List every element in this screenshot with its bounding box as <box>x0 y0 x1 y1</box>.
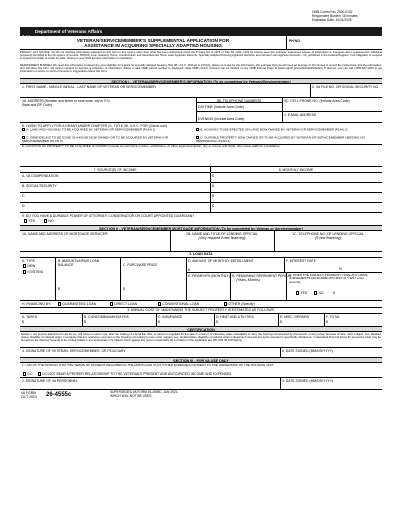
lending-phone-label: 1C. TELEPHONE NO. OF LENDING OFFICIAL <box>292 232 364 236</box>
monthly-installment-currency: $ <box>188 268 190 272</box>
cost-insurance-field[interactable] <box>162 318 214 326</box>
cost-repairs-field[interactable] <box>284 318 324 326</box>
remaining-period-label: R. REMAINING REPAYMENT PERIOD <box>232 273 291 278</box>
plan-option-a[interactable]: A. LAND AND HOUSING TO BE ACQUIRED BY VETERAN OR SERVICEMEMBER (PLAN 1) <box>22 128 190 132</box>
servicer-label: 1A. NAME AND ADDRESS OF MORTGAGE SERVICER <box>22 232 108 236</box>
interest-rate-field[interactable] <box>286 262 338 272</box>
daytime-label: DAYTIME (Include Area Code) <box>198 105 244 109</box>
section-3-title: SECTION III - FOR VA USE ONLY <box>173 358 229 363</box>
loan-type-new-option[interactable]: NEW <box>23 264 35 268</box>
interest-rate-label: F. INTEREST RATE <box>286 258 317 263</box>
va-do-checkbox[interactable] <box>23 372 26 375</box>
payments-label: E. PAYMENTS (MONTHLY) <box>188 273 230 278</box>
cost-taxes-label: A. TAXES <box>22 314 37 319</box>
remaining-period-note: (Years, Months) <box>236 278 260 282</box>
va-date-field[interactable] <box>280 382 382 389</box>
cost-utilities-field[interactable] <box>220 318 278 326</box>
section-1-title: SECTION I - VETERAN/SERVICEMEMBER'S INFORMATION <box>111 79 212 84</box>
va-date-label: 3. DATE SIGNED (MM/DD/YYYY) <box>282 378 334 383</box>
lending-official-note: (Only required if new financing) <box>198 236 246 240</box>
financing-other-option[interactable]: OTHER (Specify) <box>224 302 255 306</box>
footer-supersedes: SUPERSEDES VA FORM 26-4555C, JAN 2021, WHICH WILL NOT BE USED. <box>110 390 179 398</box>
liens-yes-checkbox[interactable] <box>296 291 299 294</box>
svg-text:VA: VA <box>22 34 32 41</box>
income-row-d-amount[interactable] <box>216 202 382 212</box>
plan-a-checkbox[interactable] <box>22 128 25 131</box>
remaining-period-field[interactable] <box>230 283 286 300</box>
cell-phone-field[interactable] <box>282 102 382 111</box>
income-row-a-label: A. VA COMPENSATION <box>22 173 59 178</box>
evening-phone-field[interactable] <box>196 111 282 122</box>
evening-label: EVENING (Include Area Code) <box>198 117 245 121</box>
poa-no-option[interactable]: NO <box>44 219 53 223</box>
income-source-header: 7. SOURCE(S) OF INCOME <box>93 167 137 172</box>
purchase-price-label: C. PURCHASE PRICE <box>123 263 158 267</box>
respondent-burden-notice: RESPONDENT BURDEN: We need this information to determine your eligibility for a grant for specially adapted housing. Title 38, U.S.C. 2101(a) or 2101(b), allows us to ask for the information. We estimate that you will need an average of 15 minutes to review the instructions, find the information, and complete this form. VA cannot conduct or sponsor a collection of information unless a valid OMB control number is displayed. Valid OMB control numbers can be located on the OMB Internet Page at www.reginfo.gov/public/do/PRAMain. If desired, you can call 1-800-827-1000 to get information on where to send comments or suggestions about this form. <box>20 64 382 74</box>
address-label: 3A. ADDRESS (Number and street or rural route, city or P.O., State and ZIP Code) <box>22 98 112 107</box>
loan-type-existing-checkbox[interactable] <box>23 270 26 273</box>
income-row-b-currency: $ <box>212 183 214 188</box>
loan-amount-currency: $ <box>58 287 60 291</box>
purchase-price-currency: $ <box>123 287 125 291</box>
cost-taxes-currency: $ <box>22 320 24 324</box>
va-do-option[interactable]: DO <box>23 372 32 376</box>
omb-control-number: OMB Control No. 2900-0132 <box>312 10 353 14</box>
liens-yes-option[interactable]: YES <box>296 291 307 295</box>
financing-other-field[interactable] <box>262 300 382 307</box>
income-row-c-source[interactable] <box>28 192 210 202</box>
lending-official-label: 1B. NAME AND TITLE OF LENDING OFFICIAL <box>186 232 258 236</box>
financing-direct-option[interactable]: DIRECT LOAN <box>110 302 137 306</box>
va-do-not-checkbox[interactable] <box>38 372 41 375</box>
cost-utilities-label: D. HEAT AND UTILITIES <box>216 314 254 319</box>
income-row-d-source[interactable] <box>28 202 210 212</box>
form-title <box>20 38 286 49</box>
income-row-a-currency: $ <box>212 173 214 178</box>
cost-hoa-label: B. CONDOMINIUM/HOA FEE <box>84 314 129 319</box>
expiration-date: Expiration Date: 10/31/2026 <box>312 17 352 22</box>
loan-data-header: 2. LOAN DATA <box>189 252 213 256</box>
daytime-phone-field[interactable] <box>196 102 282 111</box>
plan-option-c[interactable]: C. REMODELING TO BE DONE ON HOUSE NOW OWNED OR TO BE ACQUIRED BY VETERAN OR SERVICEMEMBER (PLAN 3) <box>22 135 168 144</box>
footer-form-date: OCT 2023 <box>21 395 37 399</box>
file-no-field[interactable] <box>310 89 382 97</box>
section-2-header <box>20 225 382 231</box>
financing-label: H. FINANCING BY: <box>22 302 52 306</box>
va-seal-icon <box>22 28 34 41</box>
certification-header <box>20 326 382 332</box>
income-row-b-label: B. SOCIAL SECURITY <box>22 183 57 188</box>
cell-phone-label: 3C. CELL PHONE NO. (Include Area Code) <box>284 98 350 103</box>
monthly-income-header: 8. MONTHLY INCOME <box>278 167 314 172</box>
lending-official-field[interactable] <box>170 240 274 251</box>
plan-option-b[interactable]: B. HOUSING TO BE ERECTED ON LAND NOW OWNED BY VETERAN OR SERVICEMEMBER (PLAN 2) <box>196 128 380 132</box>
grant-question-label: 5. I WISH TO APPLY FOR A GRANT UNDER CHAPTER 21, TITLE 38, U.S.C. FOR (Check one) <box>22 123 168 128</box>
income-row-a-amount[interactable] <box>216 172 382 182</box>
certification-text: Neither I, nor anyone authorized to act for me, will refuse to sell or rent, after the making of a bona fide offer, or refuse to negotiate for the sale or rental of, or otherwise make unavailable or deny the housing unit acquired by this benefit, to any person because of race, color, religion, sex, disabled status, disability or national origin. I recognize that any restrictive covenant on the housing unit relating to race, color, religion, sex, familial status, disability or national origin is illegal and void and any such covenant is specifically disclaimed. I understand that civil action for preventive relief may be brought by the Attorney General of the United States in any appropriate U.S. District Court against any person responsible for a violation of the applicable law (38 CFR 36.4307(a)(1)). <box>21 333 381 343</box>
cost-total-field[interactable] <box>330 318 382 326</box>
footer-form-prefix: VA FORM <box>21 391 37 395</box>
section-1-header <box>20 78 382 84</box>
income-row-b-amount[interactable] <box>216 182 382 192</box>
cost-utilities-currency: $ <box>216 320 218 324</box>
income-row-d-label: D. <box>22 203 26 208</box>
financing-guaranteed-checkbox[interactable] <box>58 302 61 305</box>
cost-insurance-currency: $ <box>158 320 160 324</box>
cost-total-currency: $ <box>326 320 328 324</box>
plan-option-d[interactable]: D. SUITABLE PROPERTY NOW OWNED OR TO BE ACQUIRED BY VETERAN OR SERVICEMEMBER NEEDING NO REMODELING (PLAN 4) <box>196 135 365 144</box>
property-location-label: 6. LOCATION OF PROPERTY TO BE ACQUIRED IF KNOWN (Include lot and block number, subdivision, or other legal description; city or county and State; also street address if available) <box>22 143 280 148</box>
va-do-not-option[interactable]: DO NOT BEAR A PROPER RELATIONSHIP TO THE VETERAN'S PRESENT AND ANTICIPATED INCOME AND EXPENSES <box>38 372 231 376</box>
certification-title: CERTIFICATION <box>187 327 215 332</box>
monthly-installment-label: D. AMOUNT OF MONTHLY INSTALLMENT <box>188 258 254 263</box>
poa-yes-checkbox[interactable] <box>24 219 27 222</box>
email-label: 4. E-MAIL ADDRESS <box>284 112 317 117</box>
property-location-field[interactable] <box>20 152 382 166</box>
liens-no-checkbox[interactable] <box>314 291 317 294</box>
cost-total-label: F. TOTAL <box>326 314 341 319</box>
purchase-price-field[interactable] <box>127 280 186 300</box>
liens-amount-field[interactable] <box>337 288 381 298</box>
footer-form-id <box>21 391 37 399</box>
payments-field[interactable] <box>186 278 230 300</box>
cost-taxes-field[interactable] <box>26 318 82 326</box>
monthly-installment-field[interactable] <box>192 262 284 272</box>
agency-name: Department of Veterans Affairs <box>35 29 103 34</box>
privacy-notice: PRIVACY ACT NOTICE: VA will not disclose information collected on this form to any source other than what has been authorized under the Privacy Act of 1974 or Title 38, CFR 1.576 for routine uses (for example: authorized release of information to Congress when requested for statistical purposes) identified in the VA system of records, 55VA26, Loan Guaranty Home, Condominium and Manufactured Home Loan Applicant Records, Specially Adapted Housing Applicant Records, and Vendee Loan Applicant Records - VA, published in the Federal Register. Your obligation to respond is required to obtain or retain benefits. Giving us your SSN account information is mandatory. <box>20 50 382 60</box>
liens-question-label: G. DOES THE SUBJECT PROPERTY HAVE ANY LIENS, JUDGEMENTS OR BANKRUPTCIES? (If "YES," enter amount) <box>289 272 369 284</box>
annual-cost-header: 3. ANNUAL COST OF MAINTAINING THE SUBJECT PROPERTY IS ESTIMATED AS FOLLOWS: <box>127 308 275 312</box>
cost-hoa-currency: $ <box>84 320 86 324</box>
cost-hoa-field[interactable] <box>88 318 156 326</box>
section-2-title: SECTION II - VETERAN/SERVICEMEMBER MORTGAGE INFORMATION <box>99 226 220 231</box>
liens-no-option[interactable]: NO <box>314 291 323 295</box>
ph-no-label: PH NO. <box>289 39 301 43</box>
va-signature-field[interactable] <box>20 382 280 389</box>
section-2-note: (To be completed by Veteran or Servicemember) <box>220 226 303 231</box>
form-title-line-1: VETERAN/SERVICEMEMBER'S SUPPLEMENTAL APPLICATION FOR <box>76 38 230 43</box>
loan-type-existing-option[interactable]: EXISTING <box>23 270 43 274</box>
financing-guaranteed-option[interactable]: GUARANTEED LOAN <box>58 302 96 306</box>
loan-type-label: A. TYPE <box>22 258 35 263</box>
income-row-d-currency: $ <box>212 203 214 208</box>
file-no-label: 2. VA FILE NO. OR SOCIAL SECURITY NO. <box>312 85 380 89</box>
loan-amount-field[interactable] <box>62 280 120 300</box>
footer-form-number: 26-4555c <box>46 391 72 398</box>
poa-no-checkbox[interactable] <box>44 219 47 222</box>
income-row-c-currency: $ <box>212 193 214 198</box>
loan-type-new-checkbox[interactable] <box>23 264 26 267</box>
omb-info <box>312 11 358 22</box>
telephone-label: 3B. TELEPHONE NUMBERS <box>216 98 262 103</box>
financing-other-checkbox[interactable] <box>224 302 227 305</box>
cost-repairs-label: E. MISC. REPAIRS <box>280 314 310 319</box>
veteran-name-field[interactable] <box>20 89 310 97</box>
financing-conventional-option[interactable]: CONVENTIONAL LOAN <box>158 302 199 306</box>
income-row-c-amount[interactable] <box>216 192 382 202</box>
loan-amount-label: B. AMOUNT/UNPAID LOAN BALANCE <box>58 258 100 267</box>
interest-rate-percent: % <box>339 267 343 271</box>
respondent-burden: Respondent Burden: 15 minutes <box>312 13 358 18</box>
cost-repairs-currency: $ <box>280 320 282 324</box>
income-row-c-label: C. <box>22 193 26 198</box>
plan-b-checkbox[interactable] <box>196 128 199 131</box>
financing-direct-checkbox[interactable] <box>110 302 113 305</box>
poa-yes-option[interactable]: YES <box>24 219 35 223</box>
va-signature-label: 2. SIGNATURE OF VA PERSONNEL <box>22 378 78 383</box>
liens-amount-currency: $ <box>333 291 335 295</box>
applicant-signature-label: 4. SIGNATURE OF VETERAN, SERVICEMEMBER, OR FIDUCIARY <box>22 348 126 353</box>
financing-conventional-checkbox[interactable] <box>158 302 161 305</box>
cost-insurance-label: C. INSURANCE <box>158 314 183 319</box>
veteran-name-label: 1. FIRST NAME - MIDDLE INITIAL - LAST NAME OF VETERAN OR SERVICEMEMBER <box>22 85 156 89</box>
poa-question-label: 9. DO YOU HAVE A DURABLE POWER OF ATTORNEY, CONSERVATOR OR COURT APPOINTED GUARDIAN? <box>22 213 195 218</box>
address-field[interactable] <box>20 107 196 122</box>
section-1-note: (To be completed by Veteran/Servicemember) <box>212 79 291 84</box>
form-title-line-2: ASSISTANCE IN ACQUIRING SPECIALLY ADAPTED HOUSING <box>84 43 222 49</box>
va-opinion-statement: 1. I AM OF THE OPINION THAT THE TERMS OF PAYMENT REQUIRED IN THE MORTGAGE PLUS OTHER EXPENSES INCIDENT TO THE OWNERSHIP OF THE HOUSING UNIT: <box>22 363 274 367</box>
ph-no-field[interactable] <box>310 37 380 48</box>
servicer-field[interactable] <box>20 236 170 251</box>
applicant-date-label: 5. DATE SIGNED (MM/DD/YYYY) <box>282 348 334 353</box>
lending-phone-note: (If new financing) <box>315 236 341 240</box>
lending-phone-field[interactable] <box>274 240 382 251</box>
